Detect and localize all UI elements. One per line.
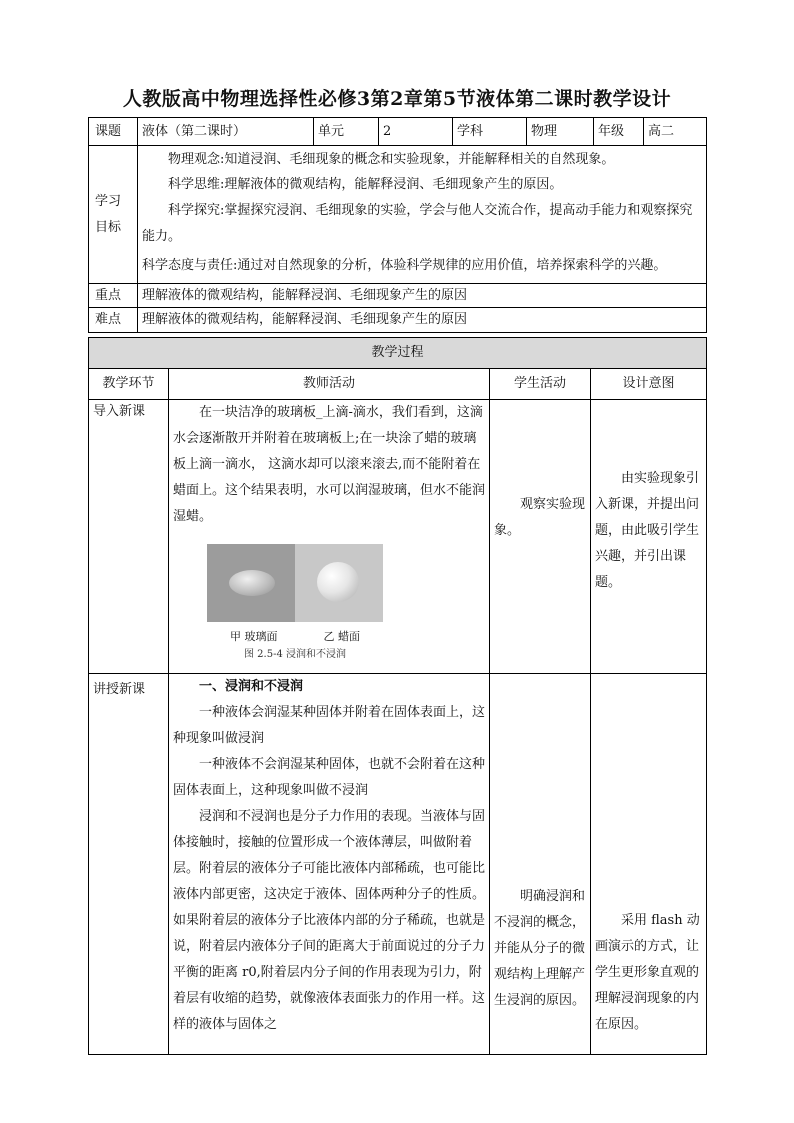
intro-stage: 导入新课	[89, 400, 169, 674]
topic-label: 课题	[89, 118, 138, 146]
topic-value: 液体（第二课时）	[138, 118, 314, 146]
intro-teacher-text: 在一块洁净的玻璃板_上滴-滴水，我们看到，这滴水会逐渐散开并附着在玻璃板上;在一块涂了蜡的玻璃板上滴一滴水， 这滴水却可以滚来滚去,而不能附着在蜡面上。这个结果表明，水可以润湿玻璃，但水不能润湿蜡。	[173, 405, 486, 524]
lecture-paragraph: 一种液体不会润湿某种固体，也就不会附着在这种固体表面上，这种现象叫做不浸润	[173, 757, 486, 798]
lecture-intent-text: 采用 flash 动画演示的方式，让学生更形象直观的理解浸润现象的内在原因。	[595, 913, 700, 1032]
figure-caption: 图 2.5-4 浸润和不浸润	[243, 649, 346, 661]
grade-value: 高二	[644, 118, 707, 146]
lecture-student-cell	[490, 674, 591, 1055]
key-point-value: 理解液体的微观结构，能解释浸润、毛细现象产生的原因	[138, 284, 707, 308]
glass-surface-photo	[207, 544, 295, 622]
key-point-label: 重点	[89, 284, 138, 308]
goals-label	[89, 146, 138, 284]
header-intent: 设计意图	[591, 369, 707, 400]
lecture-paragraph: 浸润和不浸润也是分子力作用的表现。当液体与固体接触时，接触的位置形成一个液体薄层，叫做附着层。附着层的液体分子可能比液体内部稀疏，也可能比液体内部更密，这决定于液体、固体两种分子的性质。如果附着层的液体分子比液体内部的分子稀疏，也就是说，附着层内液体分子间的距离大于前面说过的分子力平衡的距离 r0,附着层内分子间的作用表现为引力，附着层有收缩的趋势，就像液体表面张力的作用一样。这样的液体与固体之	[173, 809, 486, 1032]
lecture-heading: 一、浸润和不浸润	[199, 679, 304, 694]
lecture-paragraph: 一种液体会润湿某种固体并附着在固体表面上，这种现象叫做浸润	[173, 705, 486, 746]
wax-surface-photo	[295, 544, 383, 622]
header-student: 学生活动	[490, 369, 591, 400]
lecture-stage: 讲授新课	[89, 674, 169, 1055]
intro-teacher-cell	[169, 400, 490, 674]
goals-content	[138, 146, 707, 284]
subject-label: 学科	[453, 118, 527, 146]
intro-intent-text: 由实验现象引入新课，并提出问题，由此吸引学生兴趣，并引出课题。	[595, 471, 700, 590]
lecture-intent-cell	[591, 674, 707, 1055]
process-section-title: 教学过程	[89, 338, 707, 369]
info-table	[88, 117, 707, 333]
process-table	[88, 337, 707, 1055]
difficult-point-label: 难点	[89, 308, 138, 333]
grade-label: 年级	[594, 118, 644, 146]
lecture-teacher-cell	[169, 674, 490, 1055]
subject-value: 物理	[527, 118, 594, 146]
goals-label-line2: 目标	[95, 219, 122, 235]
intro-intent-cell	[591, 400, 707, 674]
unit-label: 单元	[314, 118, 379, 146]
header-teacher: 教师活动	[169, 369, 490, 400]
document-title: 人教版高中物理选择性必修3第2章第5节液体第二课时教学设计	[122, 88, 672, 110]
photo-captions	[207, 630, 383, 643]
goal-item: 科学探究:掌握探究浸润、毛细现象的实验，学会与他人交流合作，提高动手能力和观察探究能力。	[142, 203, 693, 244]
header-stage: 教学环节	[89, 369, 169, 400]
water-drop-spread	[229, 570, 275, 596]
unit-value: 2	[379, 118, 453, 146]
goal-item: 科学态度与责任:通过对自然现象的分析，体验科学规律的应用价值，培养探索科学的兴趣。	[142, 258, 667, 273]
goal-item: 科学思维:理解液体的微观结构，能解释浸润、毛细现象产生的原因。	[168, 177, 563, 192]
glass-caption: 甲 玻璃面	[230, 630, 278, 643]
intro-student-text: 观察实验现象。	[494, 497, 586, 538]
wax-caption: 乙 蜡面	[323, 630, 360, 643]
wetting-photos	[207, 544, 383, 622]
water-drop-bead	[317, 562, 359, 602]
difficult-point-value: 理解液体的微观结构，能解释浸润、毛细现象产生的原因	[138, 308, 707, 333]
goal-item: 物理观念:知道浸润、毛细现象的概念和实验现象，并能解释相关的自然现象。	[168, 152, 615, 167]
wetting-figure	[207, 544, 383, 661]
goals-label-line1: 学习	[95, 193, 122, 209]
lecture-student-text: 明确浸润和不浸润的概念，并能从分子的微观结构上理解产生浸润的原因。	[494, 889, 586, 1008]
intro-student-cell	[490, 400, 591, 674]
